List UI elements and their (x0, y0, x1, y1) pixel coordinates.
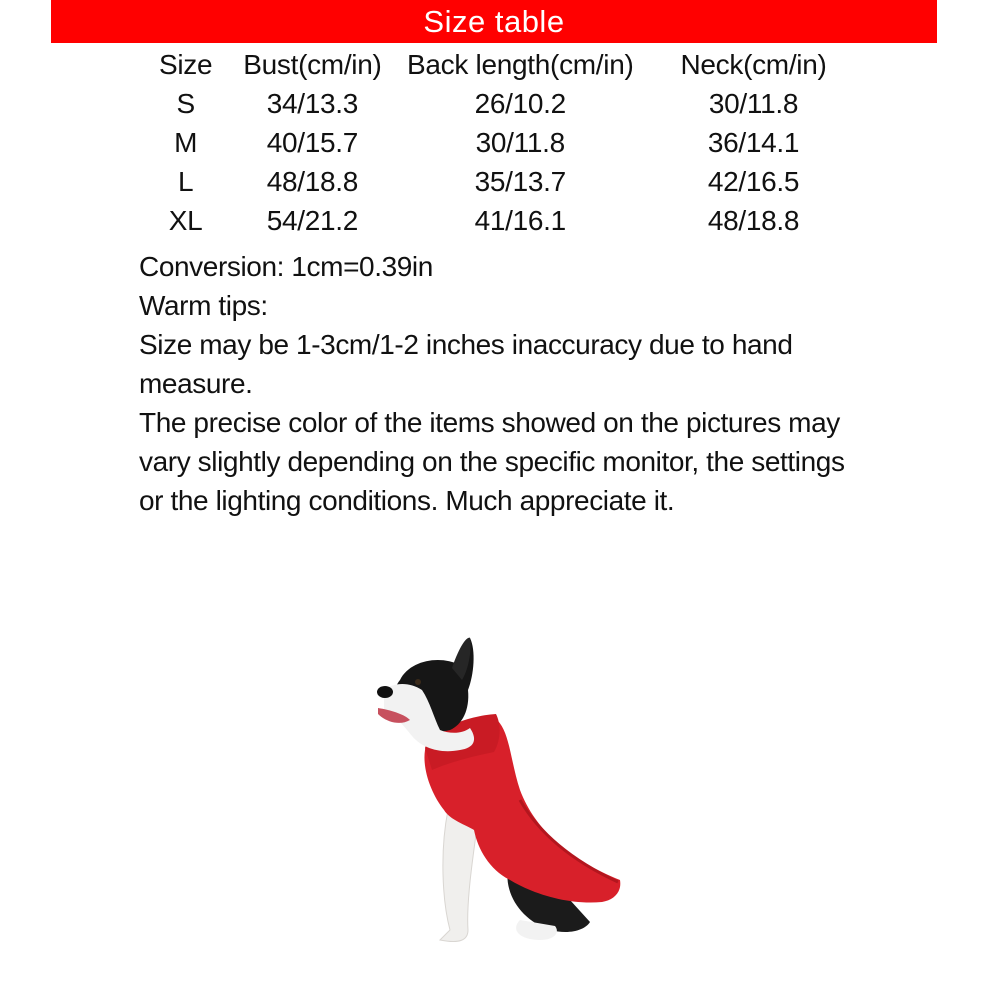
cell-bust: 34/13.3 (266, 87, 359, 119)
table-row (140, 162, 860, 201)
warm-tips-title: Warm tips: (139, 290, 268, 321)
cell-bust: 48/18.8 (266, 165, 359, 197)
header-bust: Bust(cm/in) (243, 48, 382, 80)
cell-size: S (176, 87, 195, 119)
banner-title: Size table (423, 4, 565, 39)
cell-back-length: 35/13.7 (474, 165, 566, 197)
conversion-note: Conversion: 1cm=0.39in (139, 251, 433, 282)
cell-neck: 42/16.5 (707, 165, 800, 197)
dog-photo (370, 630, 630, 950)
table-row (140, 84, 860, 123)
header-back-length: Back length(cm/in) (407, 48, 634, 80)
cell-bust: 40/15.7 (266, 126, 359, 158)
cell-neck: 36/14.1 (707, 126, 800, 158)
size-table (140, 45, 860, 240)
dog-in-red-sweater-icon (370, 630, 630, 950)
cell-size: XL (168, 204, 203, 236)
cell-bust: 54/21.2 (266, 204, 359, 236)
table-header-row (140, 45, 860, 84)
cell-back-length: 41/16.1 (474, 204, 566, 236)
size-table-banner (51, 0, 937, 43)
table-row (140, 123, 860, 162)
header-size: Size (158, 48, 213, 80)
tip-color: The precise color of the items showed on the pictures may vary slightly depending on the specific monitor, the settings or the lighting conditions. Much appreciate it. (139, 407, 845, 516)
header-neck: Neck(cm/in) (680, 48, 827, 80)
table-row (140, 201, 860, 240)
notes-section (139, 247, 859, 520)
cell-back-length: 30/11.8 (475, 126, 565, 158)
cell-back-length: 26/10.2 (474, 87, 566, 119)
tip-measurement: Size may be 1-3cm/1-2 inches inaccuracy due to hand measure. (139, 329, 793, 399)
cell-neck: 48/18.8 (707, 204, 800, 236)
cell-neck: 30/11.8 (708, 87, 799, 119)
cell-size: M (174, 126, 198, 158)
cell-size: L (177, 165, 194, 197)
